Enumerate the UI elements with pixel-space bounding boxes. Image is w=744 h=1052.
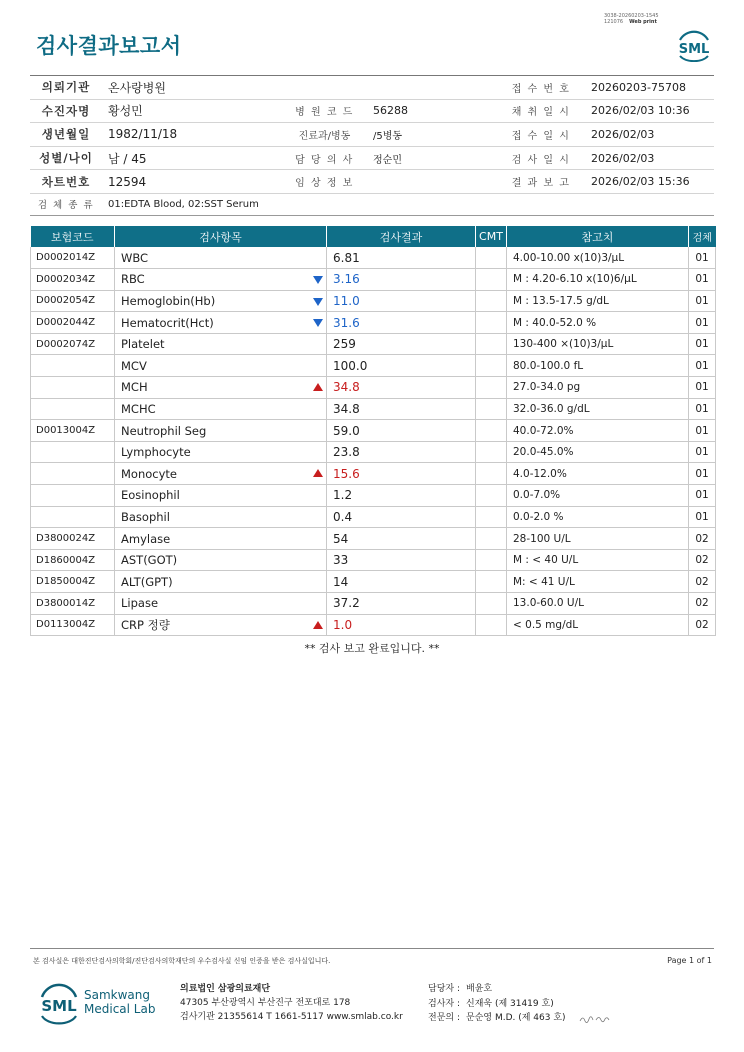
test-value: 23.8 (327, 441, 476, 463)
cmt-cell (476, 441, 507, 463)
reference-range: M : 40.0-52.0 % (507, 312, 689, 334)
test-value: 15.6 (327, 463, 476, 485)
test-item: Lymphocyte (115, 441, 327, 463)
receipt-no-label: 접 수 번 호 (497, 76, 585, 100)
report-title: 검사결과보고서 (36, 34, 182, 58)
cmt-cell (476, 377, 507, 399)
arrow-down-icon (313, 276, 323, 284)
result-row (31, 463, 716, 485)
test-item: CRP 정량 (115, 614, 327, 636)
chart-label: 차트번호 (30, 170, 102, 194)
collect-label: 채 취 일 시 (497, 99, 585, 123)
reference-range: 27.0-34.0 pg (507, 377, 689, 399)
institution-label: 의뢰기관 (30, 76, 102, 100)
hospital-code-value: 56288 (367, 99, 497, 123)
specimen-code: 01 (689, 312, 716, 334)
result-row (31, 593, 716, 615)
insurance-code: D0002044Z (31, 312, 115, 334)
insurance-code (31, 485, 115, 507)
sml-logo-icon (674, 26, 714, 62)
specialist-name: 문순영 M.D. (제 463 호) (466, 1013, 566, 1023)
insurance-code (31, 377, 115, 399)
specimen-code: 01 (689, 247, 716, 269)
result-row (31, 441, 716, 463)
sex-age-value: 남 / 45 (102, 146, 282, 170)
specimen-label: 검 체 종 류 (30, 193, 102, 215)
result-row (31, 571, 716, 593)
reference-range: 130-400 ×(10)3/μL (507, 333, 689, 355)
test-value: 259 (327, 333, 476, 355)
reference-range: 0.0-7.0% (507, 485, 689, 507)
specimen-code: 01 (689, 485, 716, 507)
specimen-code: 01 (689, 377, 716, 399)
arrow-up-icon (313, 383, 323, 391)
test-value: 6.81 (327, 247, 476, 269)
footer-logo-text: SML (41, 997, 77, 1015)
results-table (30, 226, 716, 636)
report-label: 결 과 보 고 (497, 170, 585, 194)
reference-range: < 0.5 mg/dL (507, 614, 689, 636)
test-item: AST(GOT) (115, 549, 327, 571)
test-value: 11.0 (327, 290, 476, 312)
insurance-code (31, 398, 115, 420)
completion-note: ** 검사 보고 완료입니다. ** (304, 642, 440, 655)
manager-name: 배윤호 (466, 984, 493, 994)
reference-range: 80.0-100.0 fL (507, 355, 689, 377)
samkwang-logo-icon (36, 980, 82, 1026)
org-address: 47305 부산광역시 부산진구 전포대로 178 (180, 998, 351, 1008)
page-number: Page 1 of 1 (667, 956, 712, 965)
doctor-label: 담 당 의 사 (282, 146, 367, 170)
reference-range: 4.00-10.00 x(10)3/μL (507, 247, 689, 269)
clinical-value (367, 170, 497, 194)
result-row (31, 247, 716, 269)
test-value: 59.0 (327, 420, 476, 442)
test-date-label: 검 사 일 시 (497, 146, 585, 170)
result-row (31, 614, 716, 636)
reference-range: 0.0-2.0 % (507, 506, 689, 528)
specimen-code: 01 (689, 463, 716, 485)
cmt-cell (476, 506, 507, 528)
col-item: 검사항목 (115, 226, 327, 247)
org-contact: 검사기관 21355614 T 1661-5117 www.smlab.co.kr (180, 1012, 403, 1022)
specimen-code: 01 (689, 420, 716, 442)
cmt-cell (476, 528, 507, 550)
staff-info: 담당자 : 배윤호 검사자 : 신재욱 (제 31419 호) 전문의 : 문순영 M.D. (제 463 호) (428, 984, 566, 1023)
result-row (31, 377, 716, 399)
cmt-cell (476, 398, 507, 420)
signature-icon (578, 1012, 612, 1026)
test-value: 1.2 (327, 485, 476, 507)
arrow-up-icon (313, 469, 323, 477)
col-value: 검사결과 (327, 226, 476, 247)
insurance-code: D3800014Z (31, 593, 115, 615)
test-value: 14 (327, 571, 476, 593)
cmt-cell (476, 247, 507, 269)
col-cmt: CMT (476, 226, 507, 247)
arrow-down-icon (313, 319, 323, 327)
birth-label: 생년월일 (30, 123, 102, 147)
reference-range: M: < 41 U/L (507, 571, 689, 593)
certification-note: 본 검사실은 대한진단검사의학회/진단검사의학재단의 우수검사실 신임 인증을 받은 검사실입니다. (33, 957, 331, 965)
insurance-code (31, 441, 115, 463)
collect-value: 2026/02/03 10:36 (585, 99, 714, 123)
test-item: MCV (115, 355, 327, 377)
specimen-code: 01 (689, 355, 716, 377)
cmt-cell (476, 614, 507, 636)
test-item: Eosinophil (115, 485, 327, 507)
sex-age-label: 성별/나이 (30, 146, 102, 170)
specimen-code: 02 (689, 593, 716, 615)
col-spec: 검체 (689, 226, 716, 247)
reference-range: M : 4.20-6.10 x(10)6/μL (507, 269, 689, 291)
specimen-code: 02 (689, 614, 716, 636)
test-item: WBC (115, 247, 327, 269)
insurance-code: D0002034Z (31, 269, 115, 291)
cmt-cell (476, 463, 507, 485)
specimen-code: 01 (689, 333, 716, 355)
result-row (31, 333, 716, 355)
test-value: 3.16 (327, 269, 476, 291)
test-item: Lipase (115, 593, 327, 615)
insurance-code: D1860004Z (31, 549, 115, 571)
logo-text: SML (678, 42, 710, 57)
results-header-row (31, 226, 716, 247)
test-item: Amylase (115, 528, 327, 550)
test-date-value: 2026/02/03 (585, 146, 714, 170)
result-row (31, 269, 716, 291)
test-value: 54 (327, 528, 476, 550)
test-item: MCHC (115, 398, 327, 420)
insurance-code (31, 506, 115, 528)
receipt-date-label: 접 수 일 시 (497, 123, 585, 147)
test-item: Basophil (115, 506, 327, 528)
result-row (31, 355, 716, 377)
result-row (31, 312, 716, 334)
insurance-code: D0002054Z (31, 290, 115, 312)
test-value: 34.8 (327, 377, 476, 399)
org-name: 의료법인 삼광의료재단 (180, 984, 271, 994)
report-value: 2026/02/03 15:36 (585, 170, 714, 194)
dept-value: /5병동 (367, 123, 497, 147)
specimen-code: 01 (689, 269, 716, 291)
doctor-value: 정순민 (367, 146, 497, 170)
test-item: ALT(GPT) (115, 571, 327, 593)
insurance-code: D0002014Z (31, 247, 115, 269)
cmt-cell (476, 312, 507, 334)
specimen-code: 01 (689, 506, 716, 528)
col-code: 보험코드 (31, 226, 115, 247)
insurance-code: D0002074Z (31, 333, 115, 355)
insurance-code (31, 355, 115, 377)
specimen-code: 01 (689, 441, 716, 463)
reference-range: 20.0-45.0% (507, 441, 689, 463)
test-value: 1.0 (327, 614, 476, 636)
test-item: Neutrophil Seg (115, 420, 327, 442)
test-value: 31.6 (327, 312, 476, 334)
brand-name: Samkwang Medical Lab (84, 988, 156, 1016)
reference-range: 4.0-12.0% (507, 463, 689, 485)
reference-range: 32.0-36.0 g/dL (507, 398, 689, 420)
test-item: MCH (115, 377, 327, 399)
receipt-date-value: 2026/02/03 (585, 123, 714, 147)
test-value: 33 (327, 549, 476, 571)
arrow-down-icon (313, 298, 323, 306)
specimen-code: 02 (689, 571, 716, 593)
cmt-cell (476, 549, 507, 571)
reference-range: 40.0-72.0% (507, 420, 689, 442)
specimen-code: 02 (689, 528, 716, 550)
reference-range: 28-100 U/L (507, 528, 689, 550)
result-row (31, 506, 716, 528)
chart-value: 12594 (102, 170, 282, 194)
dept-label: 진료과/병동 (282, 123, 367, 147)
cmt-cell (476, 571, 507, 593)
cmt-cell (476, 269, 507, 291)
test-item: RBC (115, 269, 327, 291)
receipt-no-value: 20260203-75708 (585, 76, 714, 100)
clinical-label: 임 상 정 보 (282, 170, 367, 194)
test-item: Monocyte (115, 463, 327, 485)
specimen-code: 02 (689, 549, 716, 571)
cmt-cell (476, 485, 507, 507)
patient-info-table (30, 75, 714, 216)
test-item: Hematocrit(Hct) (115, 312, 327, 334)
result-row (31, 549, 716, 571)
reference-range: M : 13.5-17.5 g/dL (507, 290, 689, 312)
insurance-code: D0013004Z (31, 420, 115, 442)
footer-divider (30, 948, 714, 949)
birth-value: 1982/11/18 (102, 123, 282, 147)
result-row (31, 398, 716, 420)
test-item: Platelet (115, 333, 327, 355)
cmt-cell (476, 420, 507, 442)
reference-range: M : < 40 U/L (507, 549, 689, 571)
test-value: 37.2 (327, 593, 476, 615)
cmt-cell (476, 333, 507, 355)
insurance-code: D0113004Z (31, 614, 115, 636)
col-ref: 참고치 (507, 226, 689, 247)
result-row (31, 420, 716, 442)
insurance-code (31, 463, 115, 485)
name-label: 수진자명 (30, 99, 102, 123)
result-row (31, 290, 716, 312)
cmt-cell (476, 355, 507, 377)
organization-info (180, 982, 403, 1024)
test-item: Hemoglobin(Hb) (115, 290, 327, 312)
insurance-code: D1850004Z (31, 571, 115, 593)
cmt-cell (476, 290, 507, 312)
reference-range: 13.0-60.0 U/L (507, 593, 689, 615)
hospital-code-label: 병 원 코 드 (282, 99, 367, 123)
specimen-value: 01:EDTA Blood, 02:SST Serum (102, 193, 714, 215)
cmt-cell (476, 593, 507, 615)
tester-name: 신재욱 (제 31419 호) (466, 998, 554, 1009)
specimen-code: 01 (689, 290, 716, 312)
result-row (31, 485, 716, 507)
test-value: 100.0 (327, 355, 476, 377)
result-row (31, 528, 716, 550)
institution-value: 온사랑병원 (102, 76, 497, 100)
specimen-code: 01 (689, 398, 716, 420)
test-value: 34.8 (327, 398, 476, 420)
name-value: 황성민 (102, 99, 282, 123)
arrow-up-icon (313, 621, 323, 629)
document-code: 3038-20260203-1545 121076 Web print (604, 13, 659, 25)
insurance-code: D3800024Z (31, 528, 115, 550)
test-value: 0.4 (327, 506, 476, 528)
